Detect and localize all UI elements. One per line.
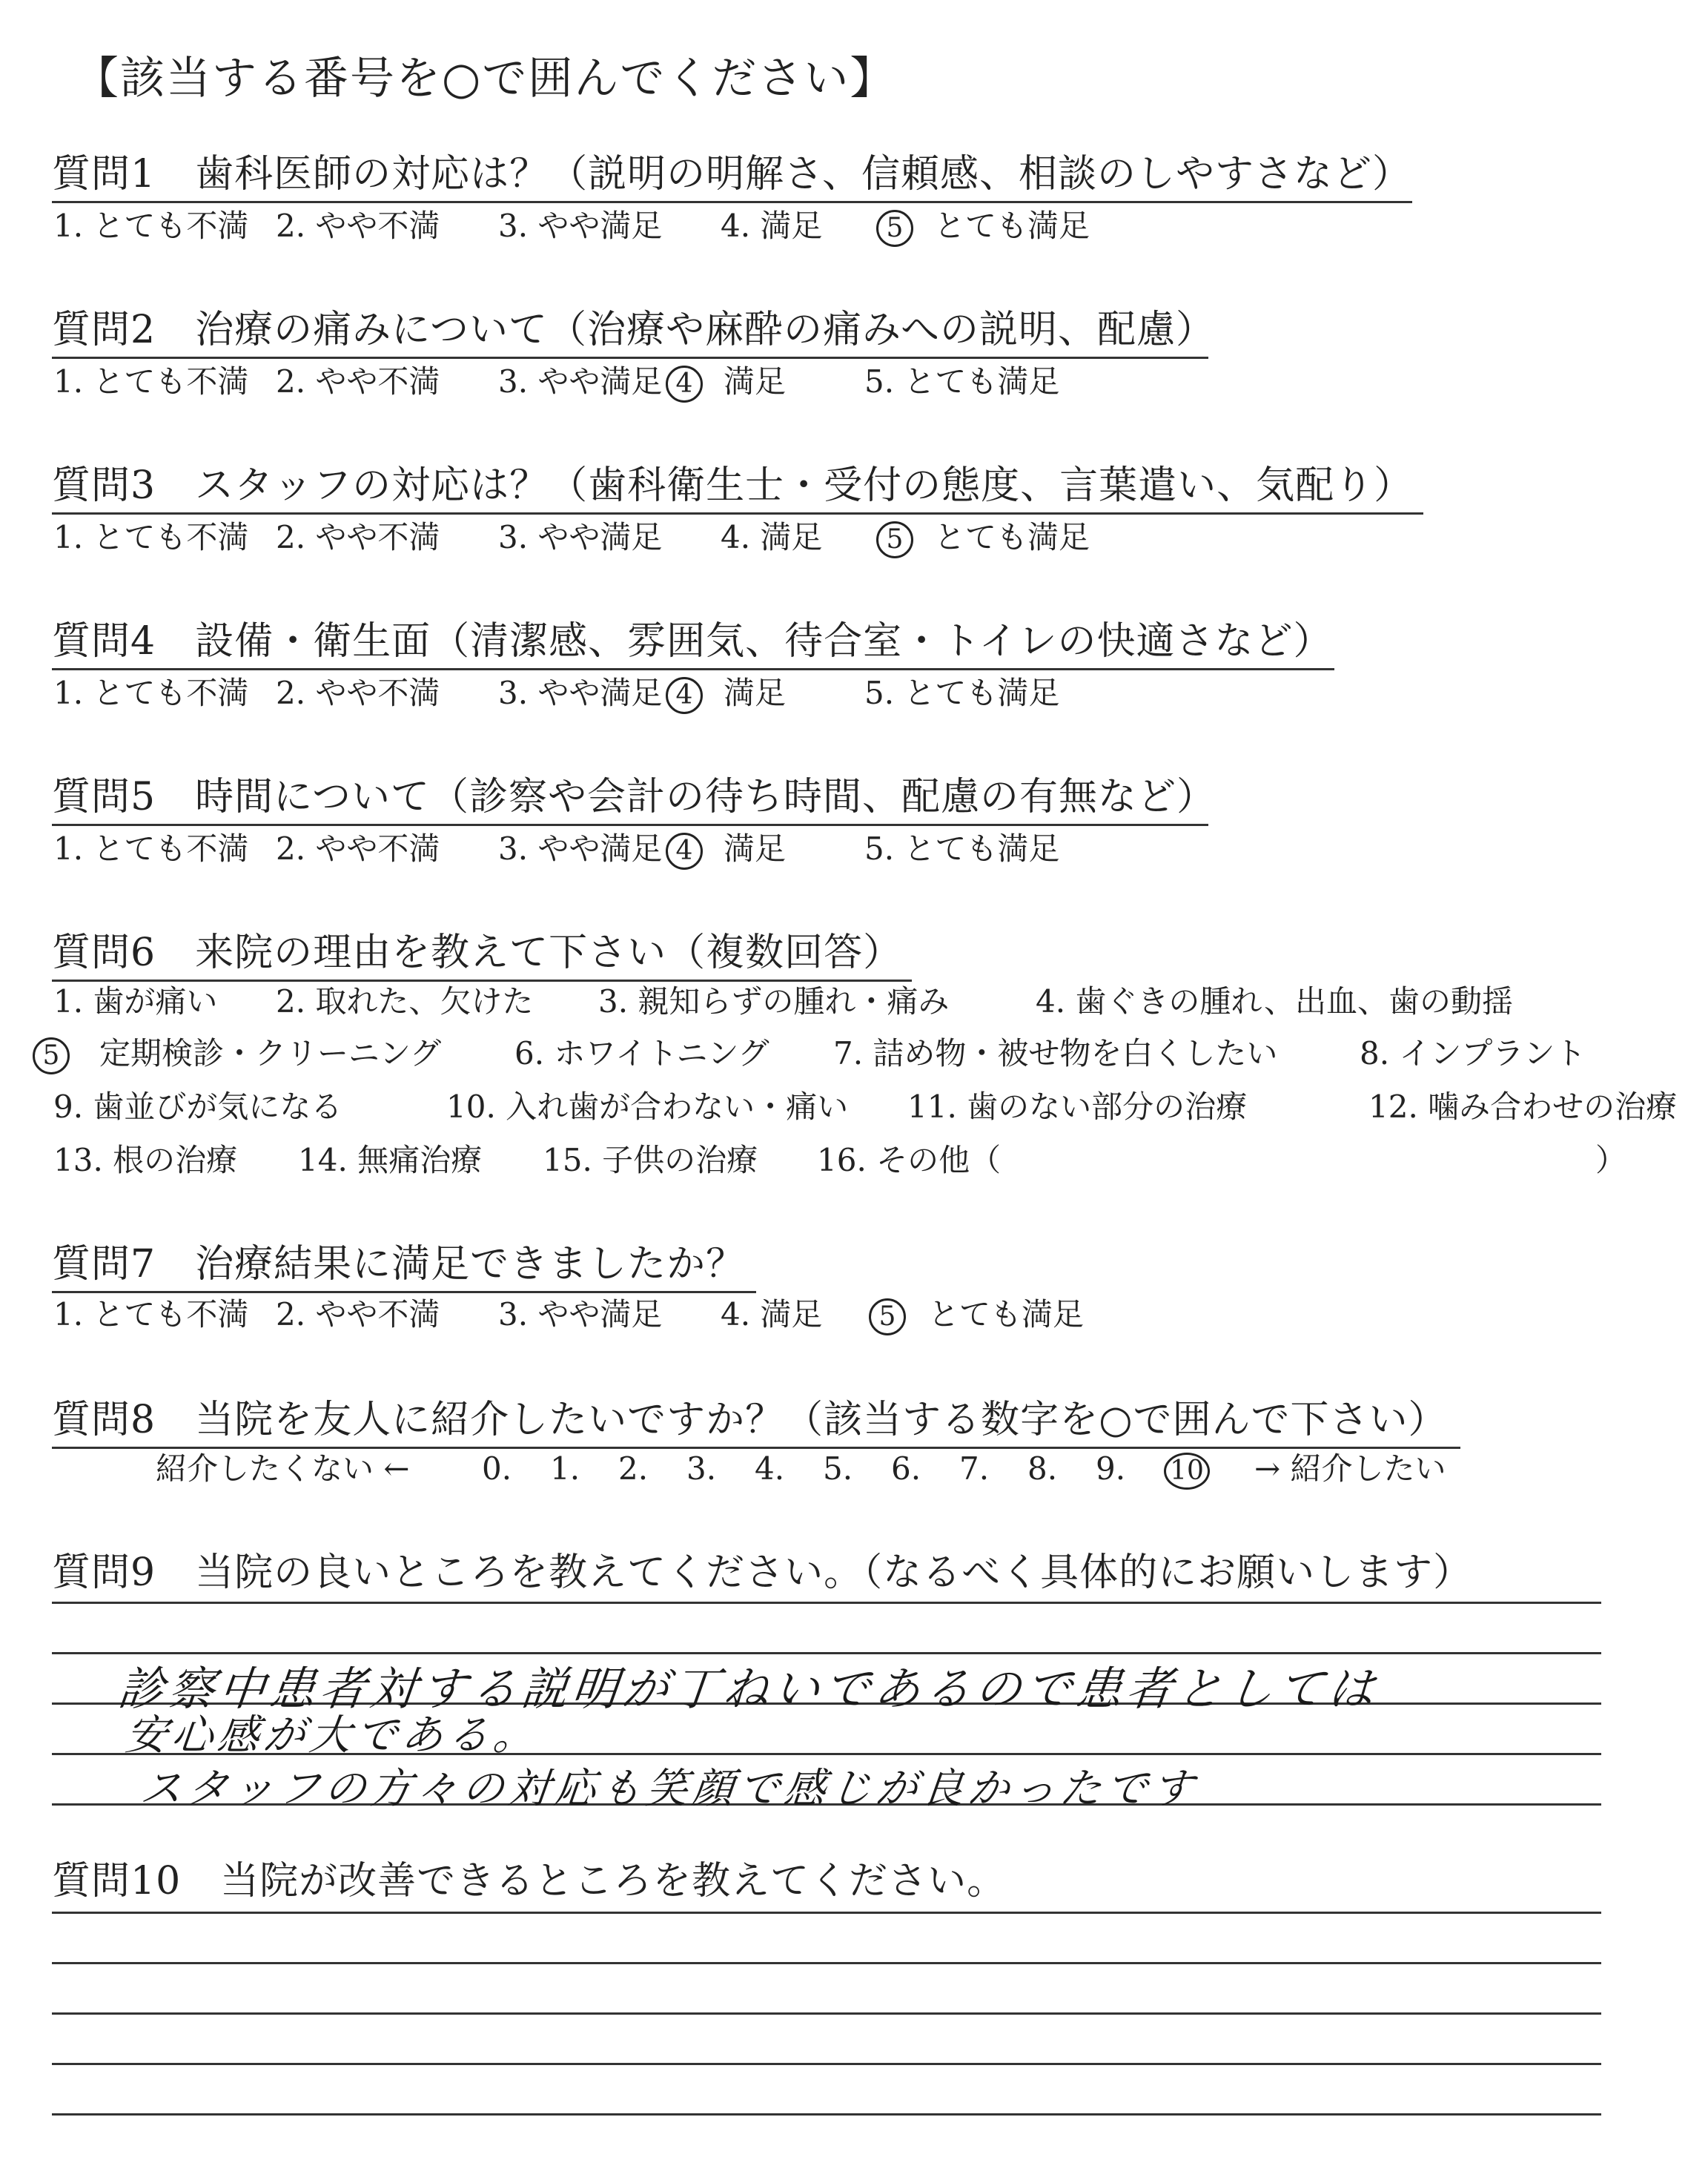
q2-option-4-circled-mark[interactable]: 4 — [666, 366, 703, 403]
question-5-title: 質問5 時間について（診察や会計の待ち時間、配慮の有無など） — [52, 765, 1208, 826]
q8-scale-8[interactable]: 8. — [1027, 1450, 1058, 1487]
question-7-title: 質問7 治療結果に満足できましたか？ — [52, 1232, 756, 1293]
q1-option-5-label: とても満足 — [934, 208, 1090, 244]
question-4-options — [53, 669, 1059, 714]
q8-scale-6[interactable]: 6. — [891, 1450, 921, 1487]
q6-option-12[interactable]: 12. 噛み合わせの治療 — [1368, 1089, 1678, 1125]
q6-option-4[interactable]: 4. 歯ぐきの腫れ、出血、歯の動揺 — [1036, 983, 1513, 1020]
q4-option-2[interactable]: 2. やや不満 — [276, 675, 440, 711]
q2-option-2[interactable]: 2. やや不満 — [276, 363, 440, 400]
q8-scale-5[interactable]: 5. — [823, 1450, 853, 1487]
q4-option-4-label: 満足 — [724, 675, 787, 711]
q9-handwritten-answer-line-1[interactable]: 診察中患者対する説明が丁ねいであるので患者としては — [115, 1662, 1382, 1716]
q7-option-3[interactable]: 3. やや満足 — [498, 1296, 663, 1332]
q6-option-5-circled-mark[interactable]: 5 — [33, 1037, 70, 1074]
q3-option-1[interactable]: 1. とても不満 — [53, 519, 249, 555]
q6-option-7[interactable]: 7. 詰め物・被せ物を白くしたい — [833, 1035, 1278, 1071]
q6-option-6[interactable]: 6. ホワイトニング — [514, 1035, 769, 1071]
q7-option-1[interactable]: 1. とても不満 — [53, 1296, 249, 1332]
q6-option-1[interactable]: 1. 歯が痛い — [53, 983, 218, 1020]
q3-option-4[interactable]: 4. 満足 — [721, 519, 823, 555]
q6-option-11[interactable]: 11. 歯のない部分の治療 — [907, 1089, 1248, 1125]
question-10-title: 質問10 当院が改善できるところを教えてください。 — [52, 1859, 1007, 1903]
q6-option-8[interactable]: 8. インプラント — [1360, 1035, 1586, 1071]
question-3-title: 質問3 スタッフの対応は？（歯科衛生士・受付の態度、言葉遣い、気配り） — [52, 454, 1423, 515]
answer-line — [52, 2113, 1601, 2116]
question-7-options — [53, 1290, 1084, 1335]
q1-option-5-circled-mark[interactable]: 5 — [876, 210, 913, 247]
q3-option-5-circled-mark[interactable]: 5 — [876, 521, 913, 558]
q2-option-1[interactable]: 1. とても不満 — [53, 363, 249, 400]
q8-scale-left-label: 紹介したくない ← — [156, 1450, 410, 1487]
form-instruction-heading: 【該当する番号を○で囲んでください】 — [74, 53, 896, 105]
q3-option-3[interactable]: 3. やや満足 — [498, 519, 663, 555]
answer-line — [52, 1912, 1601, 1914]
question-8-title: 質問8 当院を友人に紹介したいですか？（該当する数字を○で囲んで下さい） — [52, 1388, 1460, 1449]
q8-scale-10-circled-mark[interactable]: 10 — [1164, 1453, 1210, 1490]
question-8-scale — [156, 1444, 1446, 1490]
q7-option-5-label: とても満足 — [928, 1296, 1085, 1332]
q6-option-5-label: 定期検診・クリーニング — [99, 1035, 442, 1071]
q8-scale-0[interactable]: 0. — [482, 1450, 512, 1487]
q7-option-2[interactable]: 2. やや不満 — [276, 1296, 440, 1332]
q9-handwritten-answer-line-2[interactable]: 安心感が大である。 — [123, 1711, 542, 1760]
answer-line — [52, 2063, 1601, 2065]
q3-option-5-label: とても満足 — [934, 519, 1090, 555]
q6-option-2[interactable]: 2. 取れた、欠けた — [276, 983, 534, 1020]
q4-option-4-circled-mark[interactable]: 4 — [666, 677, 703, 714]
q5-option-4-circled-mark[interactable]: 4 — [666, 833, 703, 870]
answer-line — [52, 1602, 1601, 1604]
q6-option-13[interactable]: 13. 根の治療 — [53, 1142, 238, 1178]
q6-option-14[interactable]: 14. 無痛治療 — [298, 1142, 483, 1178]
q6-option-10[interactable]: 10. 入れ歯が合わない・痛い — [446, 1089, 849, 1125]
q6-option-15[interactable]: 15. 子供の治療 — [543, 1142, 758, 1178]
question-6-row-2 — [33, 1029, 1586, 1074]
q9-handwritten-answer-line-3[interactable]: スタッフの方々の対応も笑顔で感じが良かったです — [138, 1765, 1200, 1813]
question-2-options — [53, 357, 1059, 403]
question-1-title: 質問1 歯科医師の対応は？（説明の明解さ、信頼感、相談のしやすさなど） — [52, 142, 1412, 203]
q8-scale-7[interactable]: 7. — [959, 1450, 990, 1487]
q7-option-5-circled-mark[interactable]: 5 — [869, 1298, 906, 1335]
question-6-title: 質問6 来院の理由を教えて下さい（複数回答） — [52, 921, 912, 982]
q2-option-3[interactable]: 3. やや満足 — [498, 363, 663, 400]
q5-option-1[interactable]: 1. とても不満 — [53, 830, 249, 867]
question-5-options — [53, 825, 1059, 870]
q1-option-3[interactable]: 3. やや満足 — [498, 208, 663, 244]
question-4-title: 質問4 設備・衛生面（清潔感、雰囲気、待合室・トイレの快適さなど） — [52, 610, 1334, 670]
q6-option-9[interactable]: 9. 歯並びが気になる — [53, 1089, 342, 1125]
question-1-options — [53, 202, 1090, 247]
q8-scale-1[interactable]: 1. — [550, 1450, 580, 1487]
q7-option-4[interactable]: 4. 満足 — [721, 1296, 823, 1332]
q2-option-4-label: 満足 — [724, 363, 787, 400]
q5-option-5[interactable]: 5. とても満足 — [864, 830, 1060, 867]
q5-option-3[interactable]: 3. やや満足 — [498, 830, 663, 867]
q8-scale-right-label: → 紹介したい — [1254, 1450, 1446, 1487]
q6-option-16-other[interactable]: 16. その他（ — [817, 1142, 1002, 1178]
q6-other-close-paren: ） — [1595, 1142, 1627, 1178]
answer-line — [52, 1962, 1601, 1964]
q1-option-2[interactable]: 2. やや不満 — [276, 208, 440, 244]
question-6-row-1 — [53, 977, 1513, 1022]
q4-option-1[interactable]: 1. とても不満 — [53, 675, 249, 711]
q1-option-4[interactable]: 4. 満足 — [721, 208, 823, 244]
answer-line — [52, 2012, 1601, 2015]
question-2-title: 質問2 治療の痛みについて（治療や麻酔の痛みへの説明、配慮） — [52, 298, 1208, 359]
q1-option-1[interactable]: 1. とても不満 — [53, 208, 249, 244]
question-6-row-4 — [53, 1136, 1626, 1180]
q8-scale-9[interactable]: 9. — [1096, 1450, 1126, 1487]
q8-scale-4[interactable]: 4. — [755, 1450, 785, 1487]
question-3-options — [53, 513, 1090, 558]
question-9-title: 質問9 当院の良いところを教えてください。（なるべく具体的にお願いします） — [52, 1550, 1473, 1595]
q3-option-2[interactable]: 2. やや不満 — [276, 519, 440, 555]
q2-option-5[interactable]: 5. とても満足 — [864, 363, 1060, 400]
q6-option-3[interactable]: 3. 親知らずの腫れ・痛み — [598, 983, 950, 1020]
q4-option-5[interactable]: 5. とても満足 — [864, 675, 1060, 711]
q5-option-4-label: 満足 — [724, 830, 787, 867]
question-6-row-3 — [53, 1083, 1677, 1127]
q8-scale-2[interactable]: 2. — [618, 1450, 649, 1487]
q5-option-2[interactable]: 2. やや不満 — [276, 830, 440, 867]
q8-scale-3[interactable]: 3. — [686, 1450, 717, 1487]
q4-option-3[interactable]: 3. やや満足 — [498, 675, 663, 711]
